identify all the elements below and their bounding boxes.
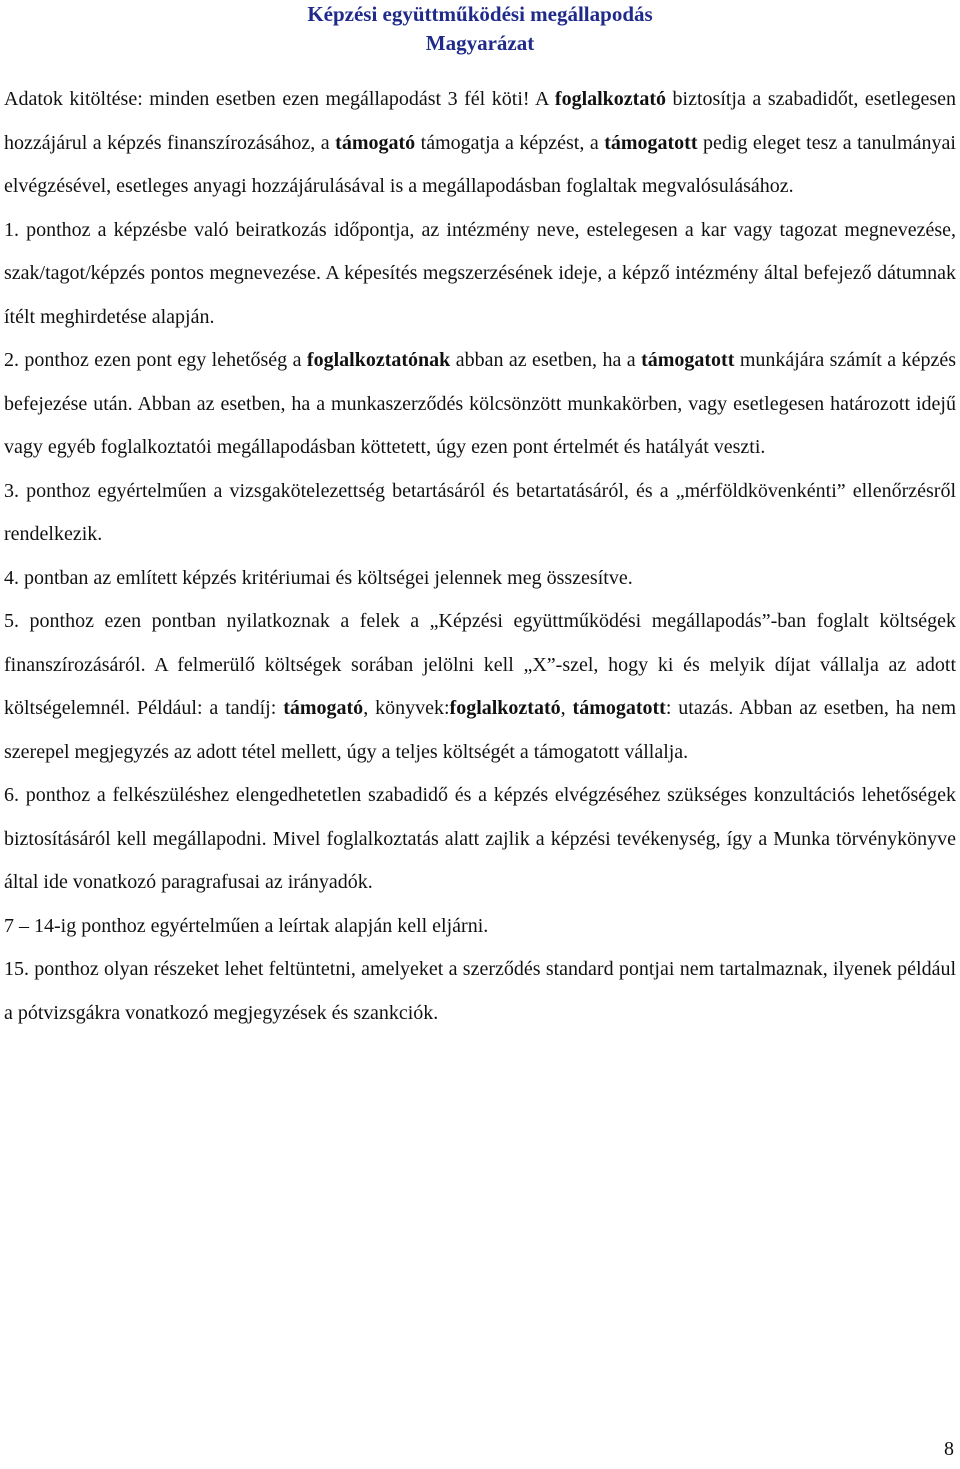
p2-bold-tamogatott: támogatott [641, 349, 735, 371]
paragraph-1: 1. ponthoz a képzésbe való beiratkozás időpontja, az intézmény neve, estelegesen a kar vagy tagozat megnevezése, szak/tagot/képzés pontos megnevezése. A képesítés megszerzésének ideje, a képző intézmény által befejező dátumnak ítélt meghirdetése alapján. [4, 218, 956, 328]
intro-bold-tamogato: támogató [335, 131, 416, 154]
p5-text-4: : utazás. Abban az esetben, ha nem szerepel megjegyzés az adott tétel mellett, úgy a teljes költségét a támogatott vállalja. [4, 697, 957, 763]
paragraph-5 [4, 600, 956, 774]
p2-text-3: munkájára számít a képzés befejezése után. Abban az esetben, ha a munkaszerződés kölcsönzött munkakörben, vagy esetlegesen határozott idejű vagy egyéb foglalkoztatói megállapodásban köttetett, úgy ezen pont értelmét és hatályát veszti. [4, 349, 957, 458]
paragraph-intro [4, 78, 956, 209]
title-main: Képzési együttműködési megállapodás [307, 2, 653, 26]
p5-bold-tamogato: támogató [283, 697, 364, 719]
p5-text-1: 5. ponthoz ezen pontban nyilatkoznak a felek a „Képzési együttműködési megállapodás”-ban foglalt költségek finanszírozásáról. A felmerülő költségek sorában jelölni kell „X”-szel, hogy ki és melyik díjat vállalja az adott költségelemnél. Például: a tandíj: [4, 610, 956, 719]
title-subtitle: Magyarázat [425, 31, 535, 55]
intro-text-4: pedig eleget tesz a tanulmányai elvégzésével, esetleges anyagi hozzájárulásával is a megállapodásban foglaltak megvalósulásához. [4, 131, 956, 197]
document-body [4, 78, 956, 1035]
intro-bold-tamogatott: támogatott [604, 131, 698, 154]
paragraph-2 [4, 339, 956, 470]
intro-text-3: támogatja a képzést, a [415, 131, 605, 154]
p2-text-1: 2. ponthoz ezen pont egy lehetőség a [4, 349, 307, 371]
p5-bold-foglalkoztato: foglalkoztató [449, 697, 561, 719]
p2-bold-foglalkoztatonak: foglalkoztatónak [306, 349, 451, 371]
intro-text-2: biztosítja a szabadidőt, esetlegesen hozzájárul a képzés finanszírozásához, a [4, 88, 956, 154]
paragraph-3: 3. ponthoz egyértelműen a vizsgakötelezettség betartásáról és betartatásáról, és a „mérföldkövenkénti” ellenőrzésről rendelkezik. [4, 479, 956, 545]
p5-text-3: , [560, 697, 573, 719]
page-number: 8 [944, 1438, 954, 1460]
intro-bold-foglalkoztato: foglalkoztató [554, 88, 666, 110]
p2-text-2: abban az esetben, ha a [450, 349, 642, 371]
intro-text-1: Adatok kitöltése: minden esetben ezen megállapodást 3 fél köti! A [4, 88, 555, 110]
document-title [0, 0, 960, 58]
paragraph-7: 7 – 14-ig ponthoz egyértelműen a leírtak alapján kell eljárni. [4, 914, 489, 937]
paragraph-15: 15. ponthoz olyan részeket lehet feltüntetni, amelyeket a szerződés standard pontjai nem tartalmaznak, ilyenek például a pótvizsgákra vonatkozó megjegyzések és szankciók. [4, 958, 956, 1024]
paragraph-6: 6. ponthoz a felkészüléshez elengedhetetlen szabadidő és a képzés elvégzéséhez szükséges konzultációs lehetőségek biztosításáról kell megállapodni. Mivel foglalkoztatás alatt zajlik a képzési tevékenység, így a Munka törvénykönyve által ide vonatkozó paragrafusai az irányadók. [4, 784, 956, 893]
paragraph-4: 4. pontban az említett képzés kritériumai és költségei jelennek meg összesítve. [4, 566, 633, 589]
p5-text-2: , könyvek: [363, 697, 450, 719]
p5-bold-tamogatott: támogatott [572, 697, 666, 719]
